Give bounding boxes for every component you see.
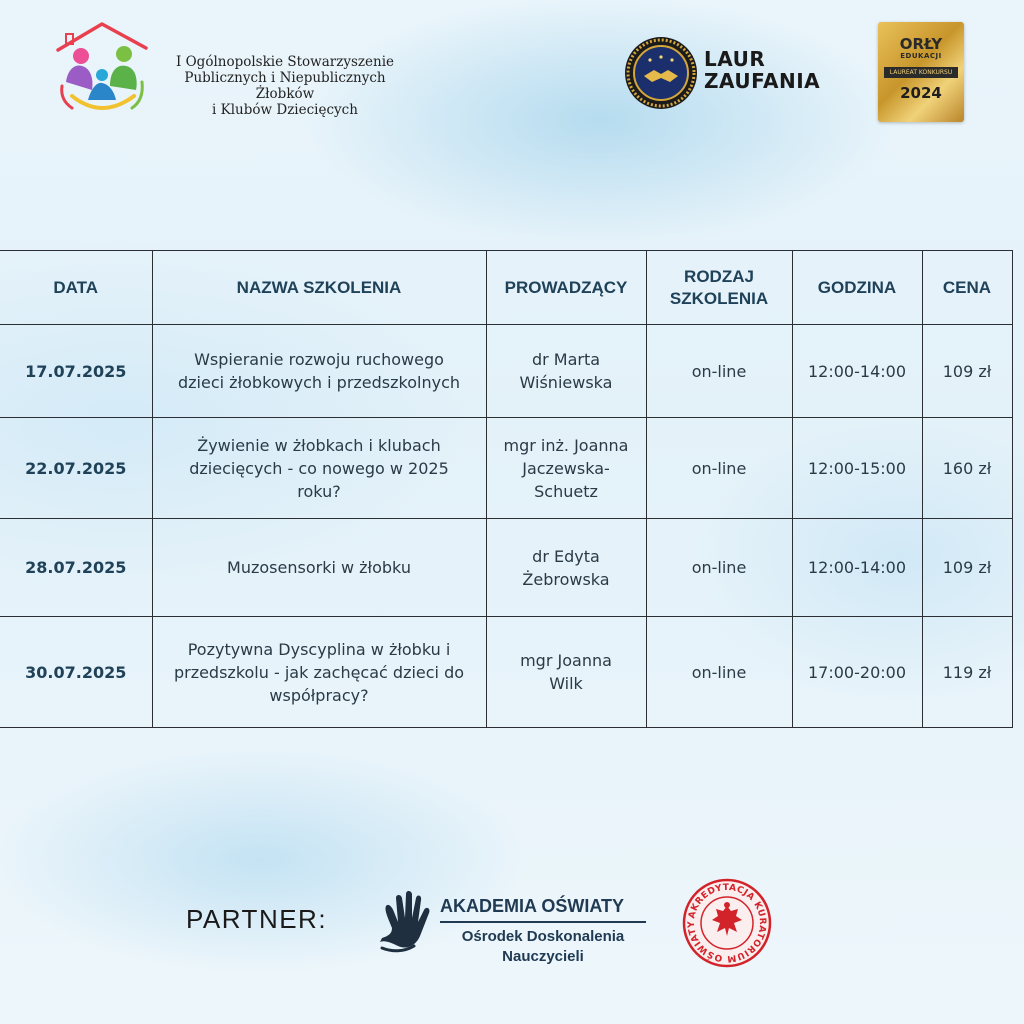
akademia-subtitle-line1: Ośrodek Doskonalenia	[461, 928, 625, 945]
hand-icon	[378, 888, 436, 954]
row-training-name: Muzosensorki w żłobku	[152, 519, 486, 617]
row-trainer: dr Edyta Żebrowska	[486, 519, 646, 617]
header-trainer: PROWADZĄCY	[486, 251, 646, 325]
row-price: 109 zł	[922, 519, 1012, 617]
table-header-row	[0, 251, 1012, 325]
row-training-name: Pozytywna Dyscyplina w żłobku i przedszkolu - jak zachęcać dzieci do współpracy?	[152, 617, 486, 728]
orly-banner: LAUREAT KONKURSU	[884, 67, 958, 78]
orly-title: ORŁY	[899, 35, 943, 53]
row-date: 22.07.2025	[0, 418, 152, 519]
row-training-type: on-line	[646, 617, 792, 728]
row-date: 28.07.2025	[0, 519, 152, 617]
organization-name	[155, 54, 415, 118]
row-price: 109 zł	[922, 325, 1012, 418]
header-training-name: NAZWA SZKOLENIA	[152, 251, 486, 325]
laur-line1: LAUR	[704, 47, 766, 71]
akademia-subtitle	[440, 927, 646, 967]
row-trainer: mgr inż. Joanna Jaczewska-Schuetz	[486, 418, 646, 519]
row-trainer: mgr Joanna Wilk	[486, 617, 646, 728]
row-date: 17.07.2025	[0, 325, 152, 418]
header-date: DATA	[0, 251, 152, 325]
handshake-seal-icon	[624, 36, 698, 110]
header-training-type: RODZAJ SZKOLENIA	[646, 251, 792, 325]
row-training-type: on-line	[646, 519, 792, 617]
row-time: 17:00-20:00	[792, 617, 922, 728]
laur-zaufania-badge	[624, 36, 844, 110]
laur-line2: ZAUFANIA	[704, 69, 821, 93]
stamp-text: AKREDYTACJA KURATORIUM OŚWIATY	[686, 882, 768, 964]
akademia-subtitle-line2: Nauczycieli	[502, 948, 584, 965]
training-schedule-table	[0, 250, 1013, 728]
header-price: CENA	[922, 251, 1012, 325]
polish-eagle-stamp-icon	[682, 878, 772, 968]
row-time: 12:00-14:00	[792, 519, 922, 617]
partner-label: PARTNER:	[186, 904, 328, 934]
house-family-icon	[52, 20, 152, 120]
eagle-award-icon	[878, 22, 964, 122]
table-row	[0, 418, 1012, 519]
organization-name-line3: i Klubów Dziecięcych	[212, 102, 358, 118]
orly-year: 2024	[900, 84, 942, 102]
table-row	[0, 325, 1012, 418]
orly-subtitle: EDUKACJI	[900, 52, 942, 60]
organization-name-line1: I Ogólnopolskie Stowarzyszenie	[175, 54, 395, 70]
row-trainer: dr Marta Wiśniewska	[486, 325, 646, 418]
table-row	[0, 617, 1012, 728]
row-training-type: on-line	[646, 325, 792, 418]
row-training-type: on-line	[646, 418, 792, 519]
row-training-name: Wspieranie rozwoju ruchowego dzieci żłobkowych i przedszkolnych	[152, 325, 486, 418]
row-time: 12:00-15:00	[792, 418, 922, 519]
akademia-name: AKADEMIA OŚWIATY	[440, 896, 624, 916]
row-date: 30.07.2025	[0, 617, 152, 728]
row-training-name: Żywienie w żłobkach i klubach dziecięcych - co nowego w 2025 roku?	[152, 418, 486, 519]
row-time: 12:00-14:00	[792, 325, 922, 418]
laur-zaufania-text	[704, 48, 820, 92]
akademia-divider	[440, 921, 646, 923]
row-price: 160 zł	[922, 418, 1012, 519]
table-row	[0, 519, 1012, 617]
organization-name-line2: Publicznych i Niepublicznych Żłobków	[184, 70, 386, 102]
row-price: 119 zł	[922, 617, 1012, 728]
header-time: GODZINA	[792, 251, 922, 325]
